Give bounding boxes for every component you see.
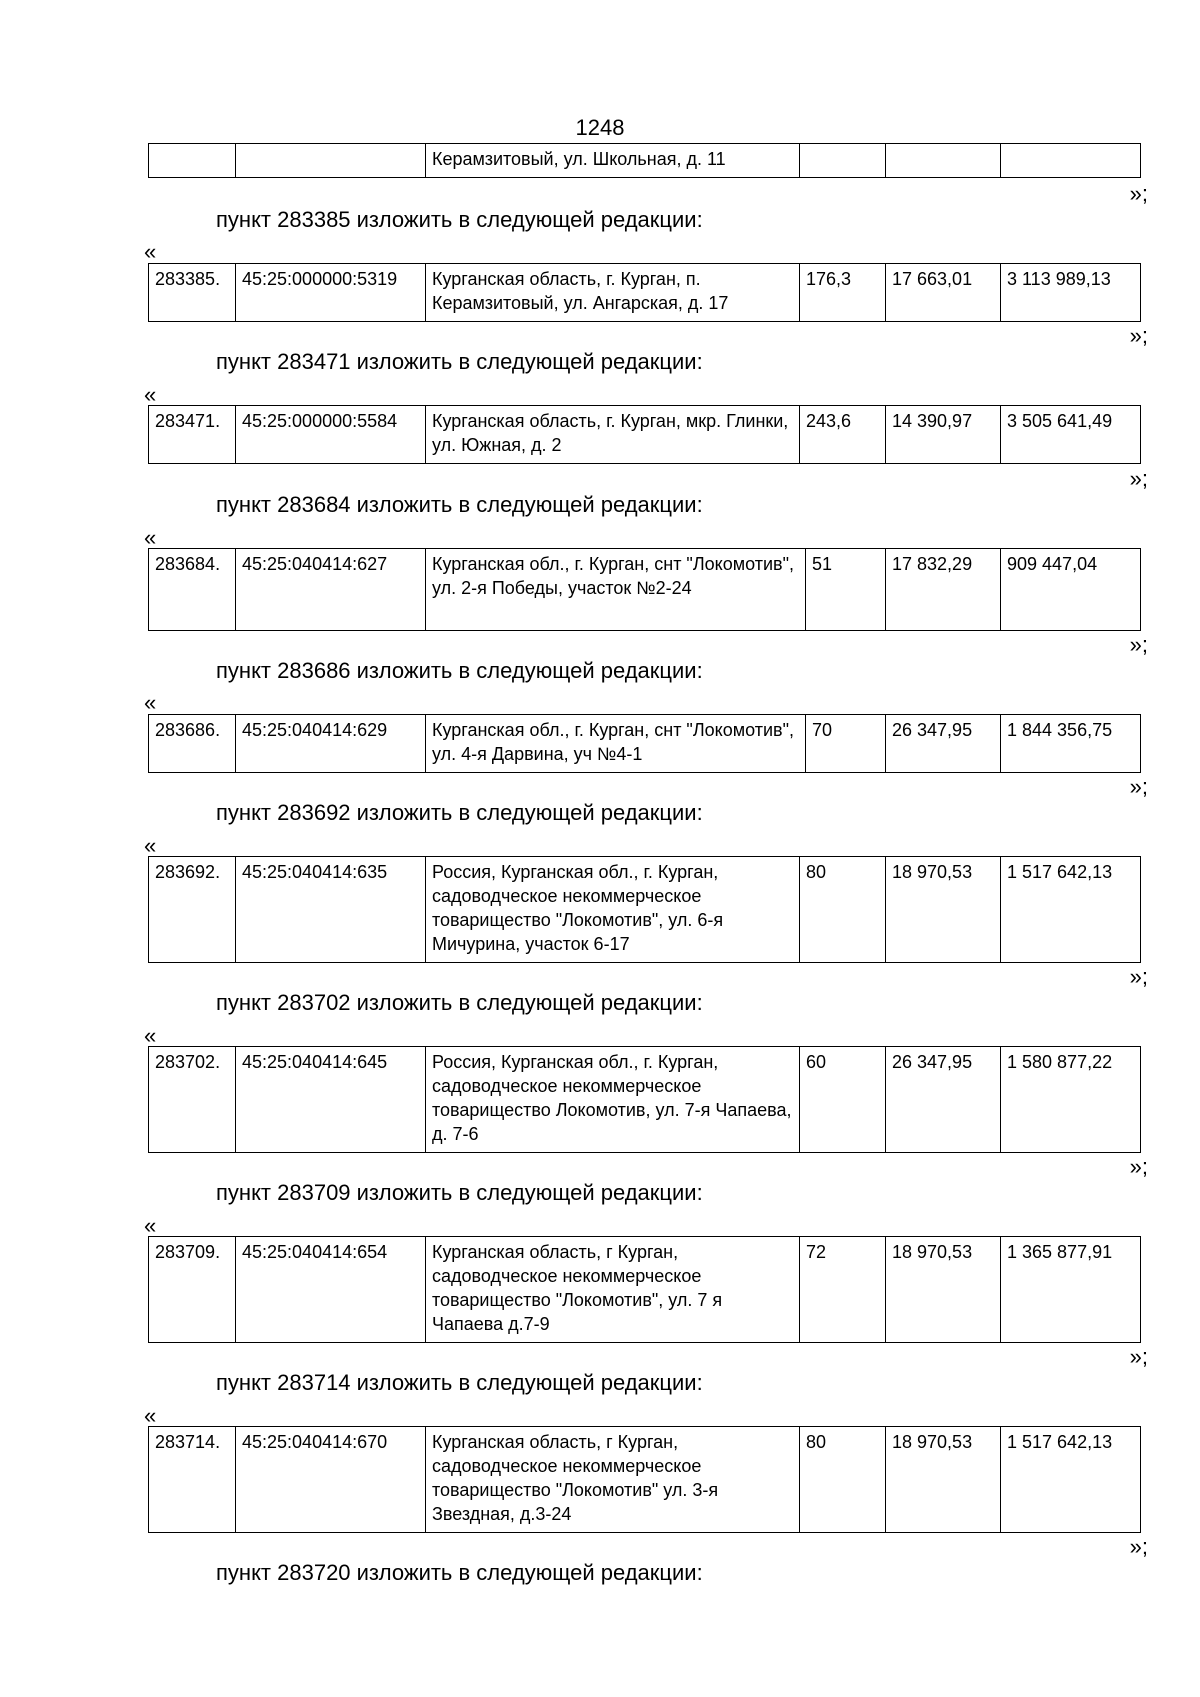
cell-value: 1 844 356,75 [1001,715,1141,773]
table-row [149,406,1141,464]
cell-number: 283692. [149,857,236,963]
cell-area: 72 [800,1237,886,1343]
table-row [149,857,1141,963]
section-heading: пункт 283471 изложить в следующей редакции: [216,349,703,374]
closing-quote: »; [1129,181,1148,206]
cell-address: Курганская область, г Курган, садоводческое некоммерческое товарищество "Локомотив", ул. 7 я Чапаева д.7-9 [426,1237,800,1343]
page-number: 1248 [575,115,625,140]
cell-address: Россия, Курганская обл., г. Курган, садоводческое некоммерческое товарищество "Локомотив", ул. 6-я Мичурина, участок 6-17 [426,857,800,963]
cell-address: Курганская область, г Курган, садоводческое некоммерческое товарищество "Локомотив" ул. 3-я Звездная, д.3-24 [426,1427,800,1533]
closing-quote: »; [1129,1344,1148,1369]
cell-area [800,144,886,178]
opening-quote: « [144,1023,157,1048]
entry-table [148,856,1141,963]
table-row [149,1047,1141,1153]
section-heading: пункт 283709 изложить в следующей редакции: [216,1180,703,1205]
cell-number: 283702. [149,1047,236,1153]
cell-number [149,144,236,178]
opening-quote: « [144,382,157,407]
entry-table [148,263,1141,322]
entry-table [148,1426,1141,1533]
cell-value: 1 517 642,13 [1001,1427,1141,1533]
cell-address: Керамзитовый, ул. Школьная, д. 11 [426,144,800,178]
section-heading: пункт 283692 изложить в следующей редакции: [216,800,703,825]
cell-value: 909 447,04 [1001,549,1141,631]
cell-rate: 17 832,29 [886,549,1001,631]
cell-address: Курганская обл., г. Курган, снт "Локомотив", ул. 2-я Победы, участок №2-24 [426,549,806,631]
opening-quote: « [144,690,157,715]
opening-quote: « [144,1403,157,1428]
cell-address: Курганская область, г. Курган, мкр. Глинки, ул. Южная, д. 2 [426,406,800,464]
cell-number: 283709. [149,1237,236,1343]
cell-rate: 26 347,95 [886,715,1001,773]
cell-number: 283471. [149,406,236,464]
cell-area: 60 [800,1047,886,1153]
cell-rate: 17 663,01 [886,264,1001,322]
cell-cadastral [236,144,426,178]
cell-cadastral: 45:25:000000:5584 [236,406,426,464]
closing-quote: »; [1129,1154,1148,1179]
cell-area: 80 [800,857,886,963]
section-heading: пункт 283720 изложить в следующей редакции: [216,1560,703,1585]
cell-number: 283686. [149,715,236,773]
entry-table [148,405,1141,464]
closing-quote: »; [1129,964,1148,989]
entry-table [148,1046,1141,1153]
cell-rate: 18 970,53 [886,1237,1001,1343]
cell-rate: 14 390,97 [886,406,1001,464]
closing-quote: »; [1129,632,1148,657]
cell-rate [886,144,1001,178]
table-row [149,1237,1141,1343]
cell-cadastral: 45:25:040414:627 [236,549,426,631]
closing-quote: »; [1129,466,1148,491]
cell-cadastral: 45:25:040414:654 [236,1237,426,1343]
cell-number: 283385. [149,264,236,322]
cell-area: 70 [806,715,886,773]
cell-value: 1 365 877,91 [1001,1237,1141,1343]
entry-table [148,1236,1141,1343]
cell-cadastral: 45:25:040414:670 [236,1427,426,1533]
cell-number: 283684. [149,549,236,631]
cell-address: Курганская обл., г. Курган, снт "Локомотив", ул. 4-я Дарвина, уч №4-1 [426,715,806,773]
opening-quote: « [144,1213,157,1238]
closing-quote: »; [1129,1534,1148,1559]
cell-value: 1 580 877,22 [1001,1047,1141,1153]
cell-area: 51 [806,549,886,631]
opening-quote: « [144,833,157,858]
cell-rate: 18 970,53 [886,857,1001,963]
cell-cadastral: 45:25:040414:645 [236,1047,426,1153]
cell-rate: 18 970,53 [886,1427,1001,1533]
section-heading: пункт 283385 изложить в следующей редакции: [216,207,703,232]
cell-area: 176,3 [800,264,886,322]
top-fragment-table [148,143,1141,178]
cell-area: 243,6 [800,406,886,464]
section-heading: пункт 283714 изложить в следующей редакции: [216,1370,703,1395]
table-row [149,1427,1141,1533]
table-row [149,264,1141,322]
cell-cadastral: 45:25:040414:629 [236,715,426,773]
cell-rate: 26 347,95 [886,1047,1001,1153]
cell-address: Россия, Курганская обл., г. Курган, садоводческое некоммерческое товарищество Локомотив, ул. 7-я Чапаева, д. 7-6 [426,1047,800,1153]
section-heading: пункт 283702 изложить в следующей редакции: [216,990,703,1015]
opening-quote: « [144,239,157,264]
cell-value: 1 517 642,13 [1001,857,1141,963]
cell-value: 3 113 989,13 [1001,264,1141,322]
section-heading: пункт 283686 изложить в следующей редакции: [216,658,703,683]
cell-value [1001,144,1141,178]
opening-quote: « [144,525,157,550]
cell-cadastral: 45:25:040414:635 [236,857,426,963]
cell-address: Курганская область, г. Курган, п. Керамзитовый, ул. Ангарская, д. 17 [426,264,800,322]
entry-table [148,714,1141,773]
section-heading: пункт 283684 изложить в следующей редакции: [216,492,703,517]
cell-cadastral: 45:25:000000:5319 [236,264,426,322]
cell-area: 80 [800,1427,886,1533]
table-row [149,549,1141,631]
closing-quote: »; [1129,774,1148,799]
table-row [149,715,1141,773]
table-row [149,144,1141,178]
cell-value: 3 505 641,49 [1001,406,1141,464]
closing-quote: »; [1129,323,1148,348]
cell-number: 283714. [149,1427,236,1533]
entry-table [148,548,1141,631]
